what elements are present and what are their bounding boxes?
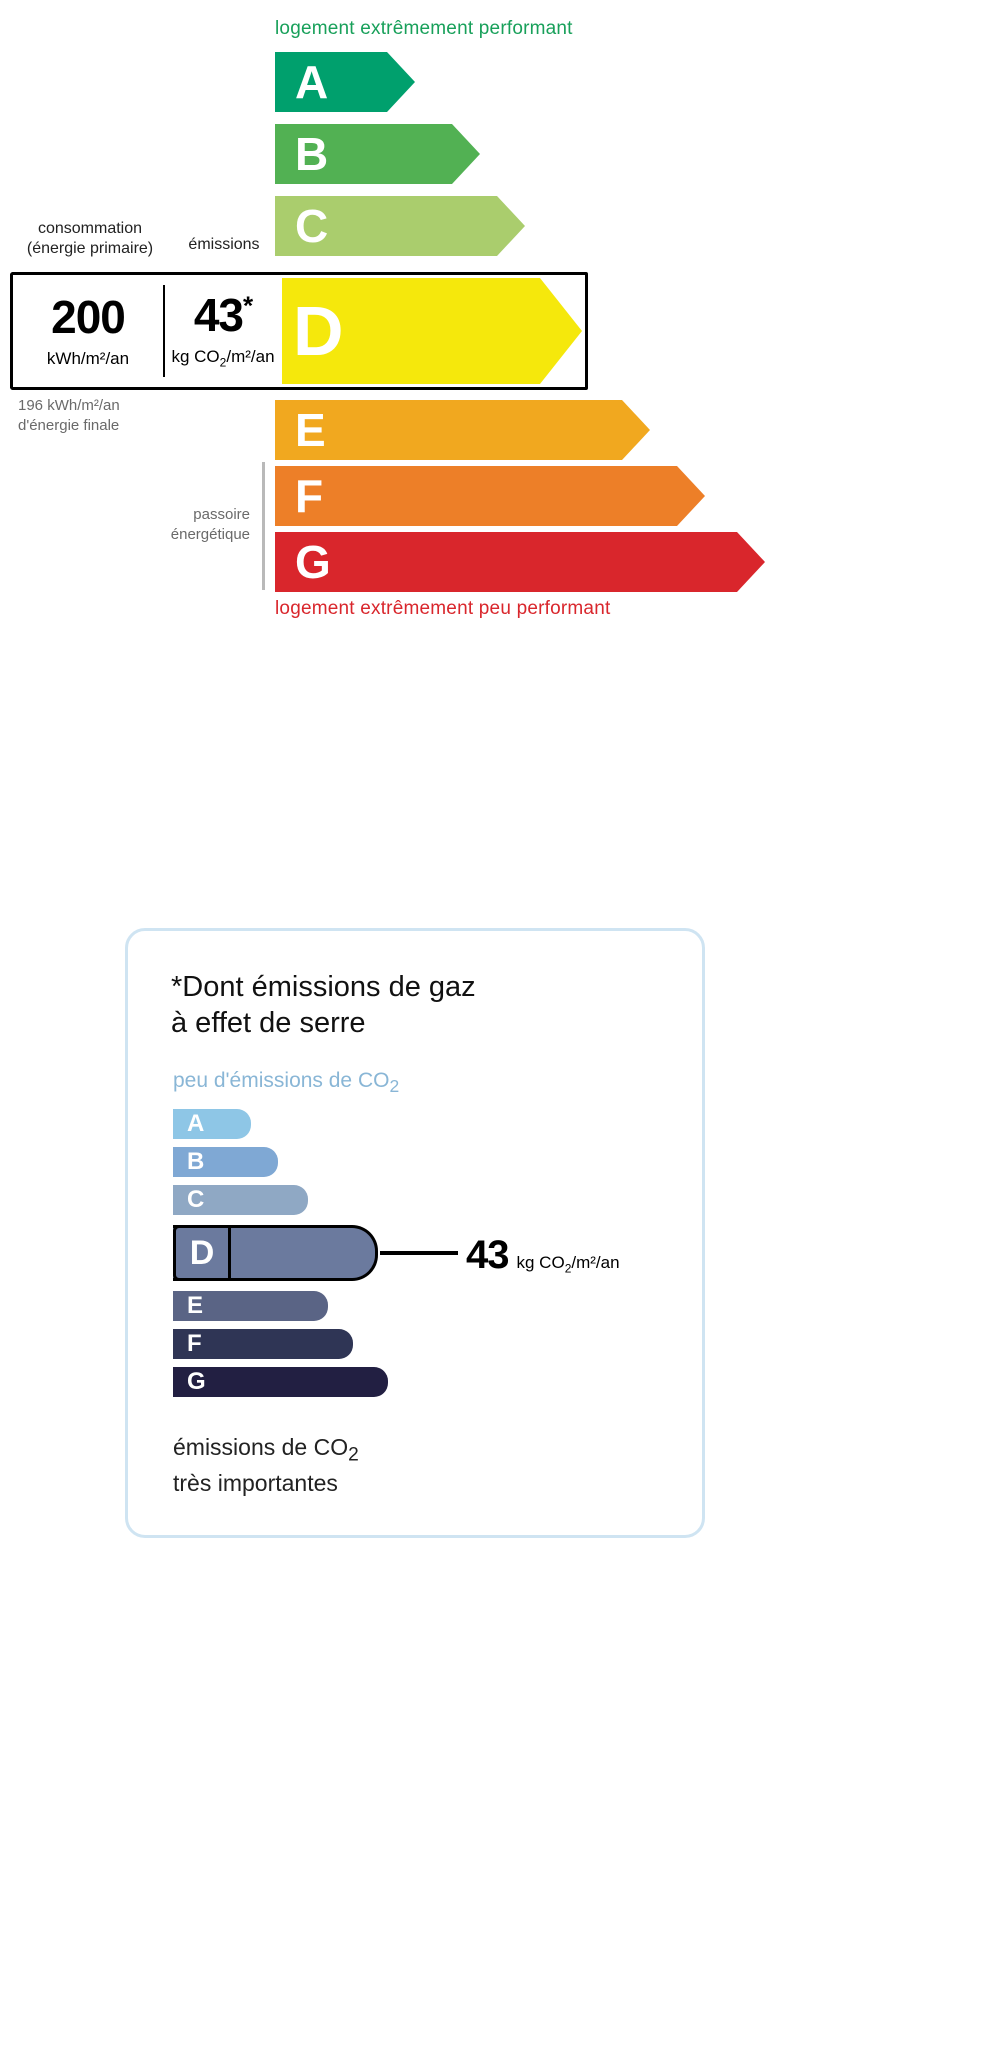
co2-footnote-star: * (243, 290, 253, 321)
final-energy-line-1: 196 kWh/m²/an (18, 397, 120, 414)
ges-bottom-caption (173, 1433, 359, 1498)
ges-top-caption (173, 1069, 399, 1097)
ges-band-e-letter: E (187, 1292, 204, 1319)
ges-band-c-letter: C (187, 1186, 205, 1213)
emissions-label: émissions (188, 236, 260, 253)
ges-band-g-letter: G (187, 1368, 206, 1395)
dpe-band-f-shape (275, 466, 705, 526)
dpe-bottom-caption: logement extrêmement peu performant (275, 598, 611, 619)
ges-band-a (173, 1109, 251, 1139)
ges-band-c (173, 1185, 308, 1215)
ges-unit (517, 1253, 620, 1275)
co2-unit (171, 347, 274, 369)
ges-band-f-letter: F (187, 1330, 202, 1357)
co2-unit-post: /m²/an (226, 347, 275, 367)
ges-band-d-letterbox (173, 1225, 231, 1281)
dpe-band-g (275, 532, 765, 592)
consumption-label-line-2: (énergie primaire) (26, 240, 154, 257)
ges-top-caption-text: peu d'émissions de CO (173, 1069, 390, 1092)
ges-band-g (173, 1367, 388, 1397)
energy-unit: kWh/m²/an (46, 348, 130, 368)
dpe-band-e-letter: E (295, 404, 326, 456)
ges-title-line-1: Dont émissions de gaz (182, 971, 476, 1003)
dpe-top-caption: logement extrêmement performant (275, 18, 573, 39)
passoire-line-1: passoire (193, 506, 250, 523)
dpe-value-box (10, 272, 282, 390)
ges-title-line-2: à effet de serre (171, 1007, 366, 1040)
ges-unit-sub: 2 (564, 1261, 572, 1276)
ges-card (125, 928, 705, 1538)
dpe-band-d-current (268, 272, 588, 390)
ges-band-a-letter: A (187, 1110, 205, 1137)
ges-title-star: * (171, 971, 183, 1003)
dpe-band-b-letter: B (295, 128, 329, 180)
co2-value: 43 (193, 289, 244, 342)
ges-bottom-caption-line-2: très importantes (173, 1469, 338, 1496)
dpe-band-e (275, 400, 650, 460)
ges-band-d-letter: D (189, 1234, 215, 1272)
ges-band-f (173, 1329, 353, 1359)
ges-value: 43 (466, 1233, 509, 1277)
passoire-energetique-label (150, 505, 250, 546)
dpe-band-a (275, 52, 415, 112)
co2-value-wrap (193, 289, 253, 342)
dpe-band-a-letter: A (295, 56, 329, 108)
ges-bottom-caption-sub: 2 (348, 1444, 359, 1466)
ges-band-e (173, 1291, 328, 1321)
ges-title (171, 969, 651, 1042)
co2-unit-pre: kg CO (171, 347, 220, 367)
dpe-band-d-letter: D (293, 292, 344, 370)
dpe-energy-chart (0, 0, 1000, 640)
dpe-band-c-letter: C (295, 200, 329, 252)
ges-top-caption-sub: 2 (389, 1076, 400, 1097)
ges-value-connector (380, 1251, 458, 1255)
dpe-band-f (275, 466, 705, 526)
energy-value: 200 (51, 290, 125, 343)
ges-band-b (173, 1147, 278, 1177)
consumption-label-line-1: consommation (37, 220, 143, 237)
passoire-rule (262, 462, 265, 590)
co2-value-cell (165, 275, 281, 387)
dpe-band-g-shape (275, 532, 765, 592)
passoire-line-2: énergétique (170, 526, 250, 544)
ges-bottom-caption-pre: émissions de CO (173, 1434, 349, 1460)
dpe-band-e-shape (275, 400, 650, 460)
consumption-label (14, 219, 166, 259)
dpe-band-c (275, 196, 525, 256)
final-energy-line-2: d'énergie finale (18, 417, 120, 435)
co2-unit-sub: 2 (219, 355, 227, 370)
energy-value-cell (13, 275, 163, 387)
dpe-band-b (275, 124, 480, 184)
ges-unit-post: /m²/an (571, 1253, 620, 1272)
final-energy-note (18, 396, 120, 437)
ges-value-annotation (466, 1233, 620, 1278)
dpe-band-f-letter: F (295, 470, 324, 522)
ges-unit-pre: kg CO (516, 1253, 565, 1272)
dpe-band-g-letter: G (295, 536, 331, 588)
ges-band-b-letter: B (187, 1148, 205, 1175)
